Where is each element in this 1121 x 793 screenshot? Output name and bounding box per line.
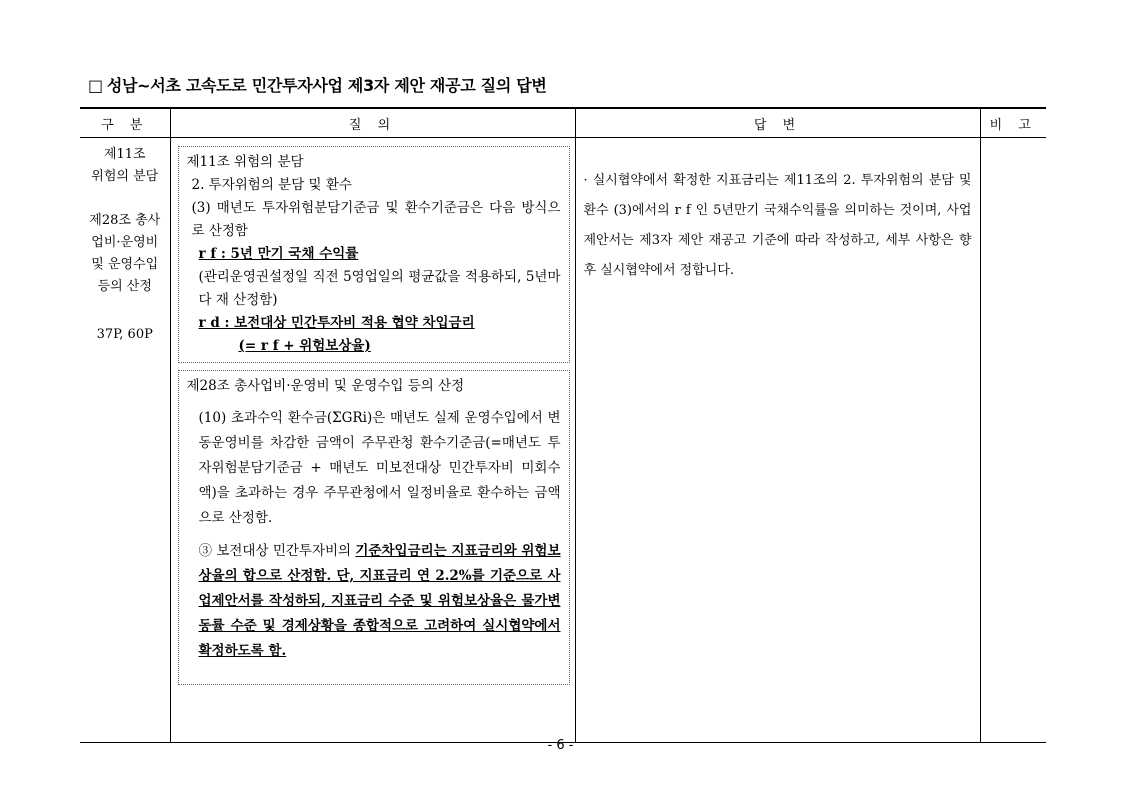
header-answer: 답 변	[575, 108, 980, 138]
answer-cell	[575, 138, 980, 743]
page-number: - 6 -	[547, 738, 574, 753]
category-cell	[80, 138, 170, 743]
q2-para2	[187, 539, 561, 664]
q1-item: 2. 투자위험의 분담 및 환수	[191, 177, 352, 193]
q1-rd-definition: r d : 보전대상 민간투자비 적용 협약 차입금리	[198, 315, 475, 331]
q1-rf-note: (관리운영권설정일 직전 5영업일의 평균값을 적용하되, 5년마다 재 산정함)	[198, 269, 561, 308]
category-line: 및 운영수입	[91, 257, 159, 272]
qa-table	[80, 107, 1046, 743]
q1-rd-formula: (= r f + 위험보상율)	[238, 338, 371, 354]
category-pages: 37P, 60P	[96, 327, 153, 342]
table-row	[80, 138, 1046, 743]
category-line: 제28조 총사	[89, 213, 161, 228]
category-line: 위험의 분담	[91, 169, 159, 184]
q1-heading: 제11조 위험의 분담	[186, 154, 304, 170]
remark-cell	[980, 138, 1046, 743]
question-cell	[170, 138, 575, 743]
category-line: 등의 산정	[97, 279, 152, 294]
q2-para2-bold: 기준차입금리는 지표금리와 위험보상율의 합으로 산정함. 단, 지표금리 연 2.2%를 기준으로 사업제안서를 작성하되, 지표금리 수준 및 위험보상율은 물가변동률 수준 및 경제상황을 종합적으로 고려하여 실시협약에서 확정하도록 함.	[198, 543, 561, 659]
category-line: 제11조	[103, 147, 146, 162]
square-marker-icon: □	[88, 76, 103, 95]
header-question: 질 의	[170, 108, 575, 138]
question-block-article11	[178, 146, 570, 363]
q1-rf-definition: r f : 5년 만기 국채 수익률	[198, 246, 359, 262]
question-block-article28	[178, 370, 570, 685]
header-category: 구 분	[80, 108, 170, 138]
header-remark: 비 고	[980, 108, 1046, 138]
q2-heading: 제28조 총사업비·운영비 및 운영수입 등의 산정	[186, 378, 465, 394]
q1-sub: (3) 매년도 투자위험분담기준금 및 환수기준금은 다음 방식으로 산정함	[191, 200, 561, 239]
q2-para1: (10) 초과수익 환수금(ΣGRi)은 매년도 실제 운영수입에서 변동운영비를 차감한 금액이 주무관청 환수기준금(=매년도 투자위험분담기준금 + 매년도 미보전대상 민간투자비 미회수액)을 초과하는 경우 주무관청에서 일정비율로 환수하는 금액으로 산정함.	[198, 410, 561, 526]
title-text: 성남~서초 고속도로 민간투자사업 제3자 제안 재공고 질의 답변	[106, 76, 547, 95]
table-header-row	[80, 108, 1046, 138]
answer-text: · 실시협약에서 확정한 지표금리는 제11조의 2. 투자위험의 분담 및 환수 (3)에서의 r f 인 5년만기 국채수익률을 의미하는 것이며, 사업제안서는 제3자 제안 재공고 기준에 따라 작성하고, 세부 사항은 향후 실시협약에서 정합니다.	[583, 173, 972, 278]
document-title	[88, 73, 547, 96]
q2-para2-plain: ③ 보전대상 민간투자비의	[198, 543, 356, 559]
category-line: 업비·운영비	[91, 235, 159, 250]
